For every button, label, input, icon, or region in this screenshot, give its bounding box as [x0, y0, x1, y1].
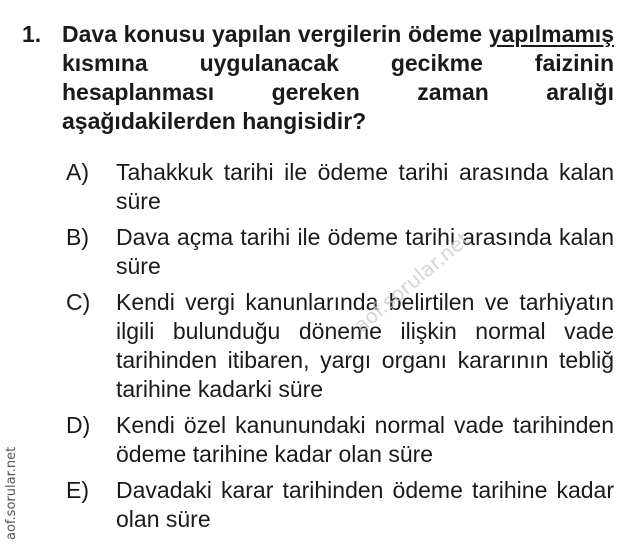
option-a[interactable] [66, 158, 614, 216]
option-d[interactable] [66, 411, 614, 469]
option-b-text: Dava açma tarihi ile ödeme tarihi arasında kalan süre [116, 224, 614, 279]
option-d-letter: D) [66, 412, 91, 438]
diagonal-watermark: aof.sorular.net [349, 226, 475, 338]
option-b-letter: B) [66, 224, 89, 250]
question-text-underlined: yapılmamış [488, 21, 614, 47]
question-text-part-2: kısmına uygulanacak gecikme faizinin hesaplanması gereken zaman aralığı aşağıdakilerden hangisidir? [62, 50, 614, 134]
question-text [62, 20, 614, 136]
option-d-text: Kendi özel kanunundaki normal vade tarihinden ödeme tarihine kadar olan süre [116, 412, 614, 467]
option-e[interactable] [66, 476, 614, 534]
option-e-text: Davadaki karar tarihinden ödeme tarihine kadar olan süre [116, 477, 614, 532]
option-a-letter: A) [66, 159, 89, 185]
option-c-text: Kendi vergi kanunlarında belirtilen ve tarhiyatın ilgili bulunduğu döneme ilişkin normal vade tarihinden itibaren, yargı organı kararının tebliğ tarihine kadarki süre [116, 289, 614, 402]
option-a-text: Tahakkuk tarihi ile ödeme tarihi arasında kalan süre [116, 159, 614, 214]
question-text-part-1: Dava konusu yapılan vergilerin ödeme [62, 21, 489, 47]
option-e-letter: E) [66, 477, 89, 503]
question-number: 1. [22, 21, 42, 47]
answer-options [66, 158, 614, 541]
side-watermark: aof.sorular.net [4, 446, 19, 540]
option-b[interactable] [66, 223, 614, 281]
option-c-letter: C) [66, 289, 91, 315]
option-c[interactable] [66, 288, 614, 404]
